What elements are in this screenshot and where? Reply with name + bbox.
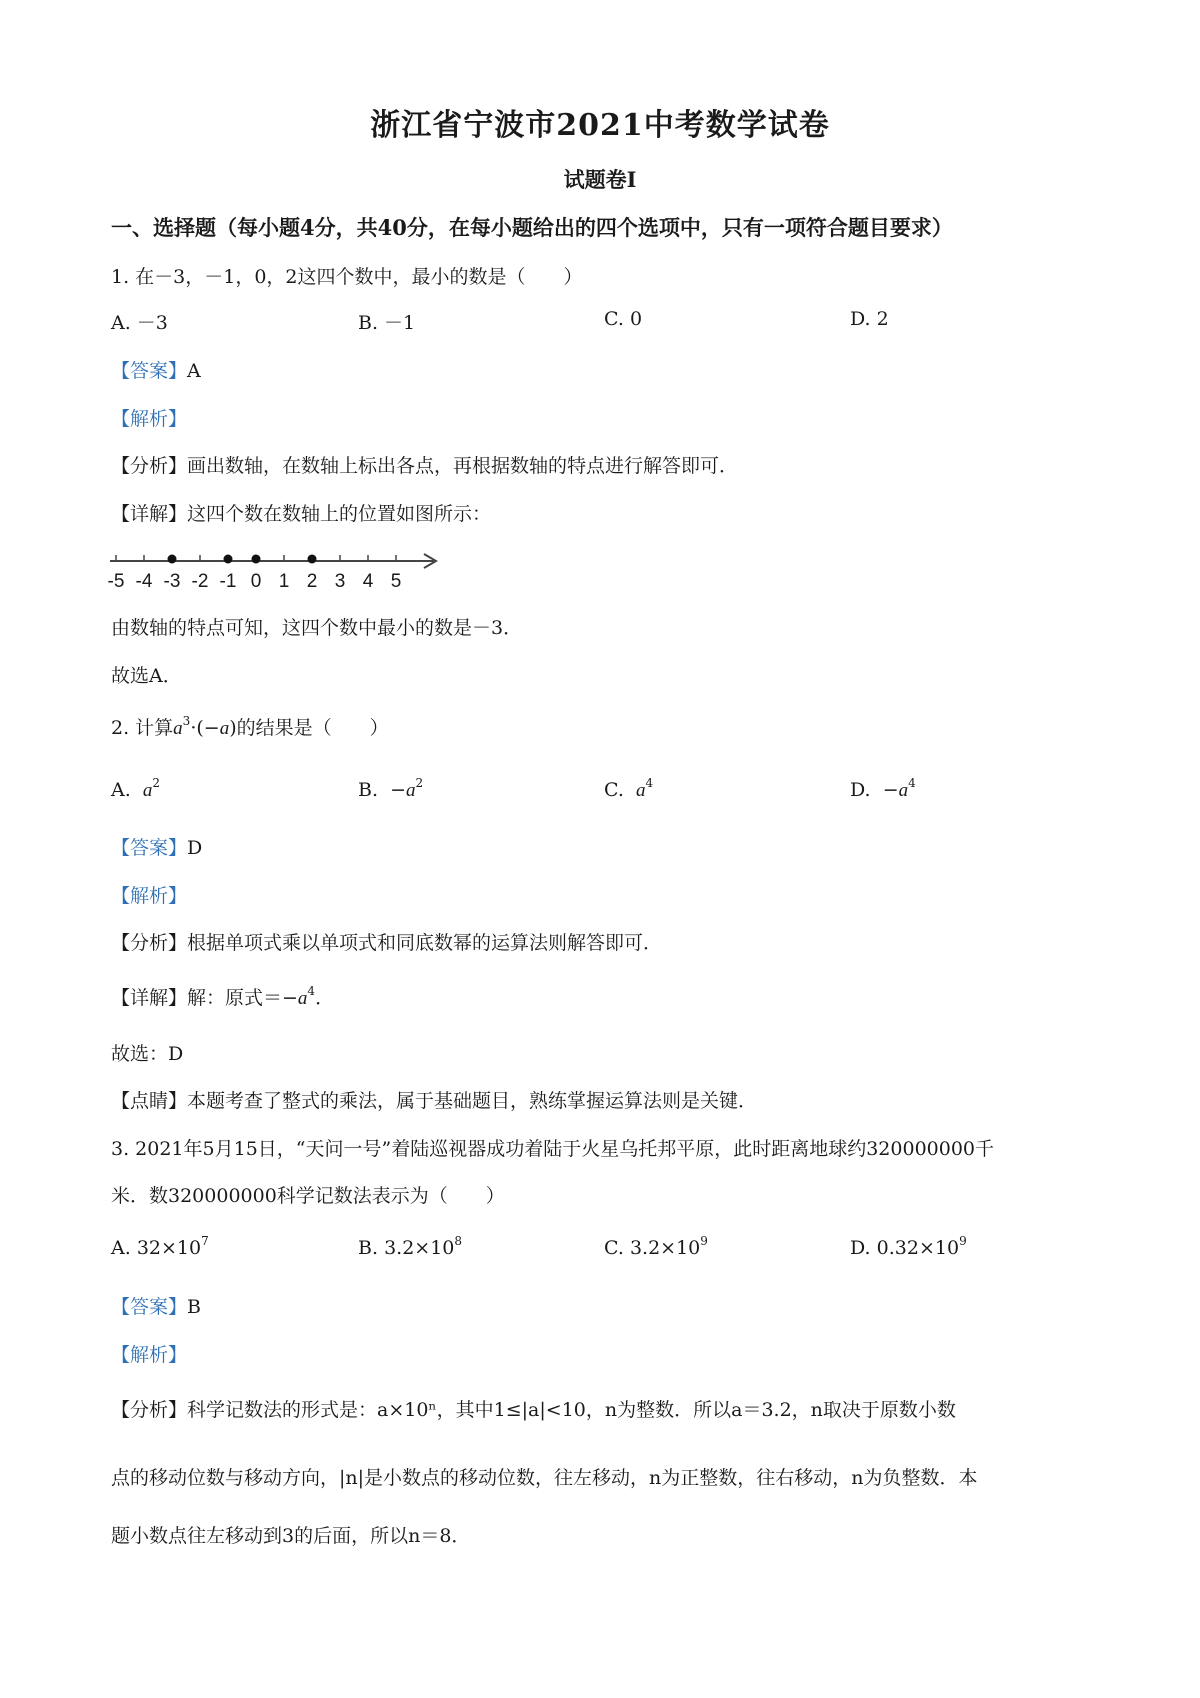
q3-option-d bbox=[850, 1234, 967, 1259]
option-exponent: 4 bbox=[908, 776, 916, 790]
q1-conclusion: 由数轴的特点可知，这四个数中最小的数是－3． bbox=[111, 617, 523, 639]
q3-fenxi-line-2: 点的移动位数与移动方向，|n|是小数点的移动位数，往左移动，n为正整数，往右移动，n为负整数．本 bbox=[111, 1467, 978, 1489]
option-exponent: 8 bbox=[454, 1234, 463, 1248]
option-exponent: 9 bbox=[700, 1234, 708, 1248]
q2-option-a bbox=[111, 776, 160, 802]
option-exponent: 2 bbox=[152, 776, 160, 790]
q1-option-a: A. －3 bbox=[111, 312, 168, 334]
option-sign: − bbox=[882, 779, 899, 801]
q2-dianjing: 【点睛】本题考查了整式的乘法，属于基础题目，熟练掌握运算法则是关键． bbox=[111, 1090, 758, 1112]
option-base: a bbox=[636, 780, 646, 801]
q1-answer bbox=[111, 356, 201, 383]
q3-fenxi-line-1: 【分析】科学记数法的形式是：a×10ⁿ，其中1≤|a|<10，n为整数．所以a＝3.2，n取决于原数小数 bbox=[111, 1399, 956, 1421]
q2-xiangjie-exponent: 4 bbox=[307, 984, 316, 998]
option-coefficient: 0.32×10 bbox=[876, 1237, 960, 1259]
q3-fenxi-line-3: 题小数点往左移动到3的后面，所以n＝8． bbox=[111, 1525, 471, 1547]
option-label: C. bbox=[604, 779, 624, 801]
q1-option-d: D. 2 bbox=[850, 308, 889, 330]
q2-stem-operator: ·(− bbox=[190, 717, 220, 739]
q3-option-b bbox=[358, 1234, 462, 1259]
q2-option-c bbox=[604, 776, 653, 802]
q3-analysis-tag: 【解析】 bbox=[111, 1344, 188, 1366]
option-exponent: 4 bbox=[645, 776, 654, 790]
option-exponent: 9 bbox=[959, 1234, 967, 1248]
option-exponent: 7 bbox=[201, 1234, 209, 1248]
q2-option-b bbox=[358, 776, 423, 802]
q1-fenxi: 【分析】画出数轴，在数轴上标出各点，再根据数轴的特点进行解答即可． bbox=[111, 455, 739, 477]
option-label: D. bbox=[850, 1237, 871, 1259]
number-line-label: -1 bbox=[219, 571, 237, 592]
page-subtitle: 试题卷Ⅰ bbox=[563, 167, 637, 192]
option-base: a bbox=[406, 780, 416, 801]
q2-stem bbox=[111, 713, 389, 740]
option-label: D. bbox=[850, 779, 871, 801]
answer-tag: 【答案】 bbox=[111, 360, 188, 382]
answer-value: B bbox=[187, 1296, 201, 1318]
number-line-label: -3 bbox=[163, 571, 181, 592]
option-label: C. bbox=[604, 1237, 624, 1259]
number-line-label: 5 bbox=[390, 571, 402, 592]
number-line-label: 1 bbox=[278, 571, 290, 592]
number-line-label: -5 bbox=[107, 571, 125, 592]
answer-value: D bbox=[187, 837, 203, 859]
q2-xiangjie bbox=[111, 983, 334, 1010]
number-line-point bbox=[308, 555, 317, 564]
q2-choose: 故选：D bbox=[111, 1043, 184, 1065]
q3-stem-line-1: 3. 2021年5月15日，“天问一号”着陆巡视器成功着陆于火星乌托邦平原，此时距离地球约320000000千 bbox=[111, 1138, 995, 1160]
q2-analysis-tag: 【解析】 bbox=[111, 885, 188, 907]
q3-option-c bbox=[604, 1234, 708, 1259]
q2-fenxi: 【分析】根据单项式乘以单项式和同底数幂的运算法则解答即可． bbox=[111, 932, 663, 954]
number-line-label: -2 bbox=[191, 571, 209, 592]
q3-stem-line-2: 米．数320000000科学记数法表示为（ ） bbox=[111, 1185, 505, 1207]
option-sign: − bbox=[390, 779, 407, 801]
number-line-label: 0 bbox=[250, 571, 262, 592]
q1-option-b: B. －1 bbox=[358, 312, 416, 334]
option-label: B. bbox=[358, 779, 379, 801]
q2-xiangjie-text: 【详解】解：原式＝− bbox=[111, 987, 298, 1009]
number-line-figure bbox=[106, 545, 446, 601]
q1-choose: 故选A． bbox=[111, 665, 182, 687]
q1-option-c: C. 0 bbox=[604, 308, 643, 330]
section-heading: 一、选择题（每小题4分，共40分，在每小题给出的四个选项中，只有一项符合题目要求） bbox=[111, 215, 953, 240]
number-line-point bbox=[224, 555, 233, 564]
number-line-label: 3 bbox=[334, 571, 346, 592]
option-base: a bbox=[142, 780, 153, 801]
option-label: A. bbox=[111, 779, 131, 801]
q2-answer bbox=[111, 833, 202, 860]
number-line-label: -4 bbox=[135, 571, 153, 592]
q2-stem-tail: )的结果是（ ） bbox=[229, 717, 389, 739]
answer-tag: 【答案】 bbox=[111, 1296, 188, 1318]
q2-stem-base-2: a bbox=[219, 718, 230, 739]
number-line-point bbox=[252, 555, 261, 564]
option-coefficient: 3.2×10 bbox=[629, 1237, 701, 1259]
number-line-label: 2 bbox=[306, 571, 318, 592]
q2-stem-text: 2. 计算 bbox=[111, 717, 174, 739]
option-exponent: 2 bbox=[415, 776, 424, 790]
option-coefficient: 32×10 bbox=[136, 1237, 202, 1259]
q1-analysis-tag: 【解析】 bbox=[111, 408, 188, 430]
q1-stem: 1. 在－3，－1，0，2这四个数中，最小的数是（ ） bbox=[111, 266, 583, 288]
option-coefficient: 3.2×10 bbox=[384, 1237, 455, 1259]
option-label: B. bbox=[358, 1237, 379, 1259]
q2-xiangjie-base: a bbox=[297, 988, 308, 1009]
q2-option-d bbox=[850, 776, 916, 802]
number-line-point bbox=[168, 555, 177, 564]
q2-stem-exponent: 3 bbox=[182, 714, 191, 728]
option-base: a bbox=[898, 780, 909, 801]
q1-xiangjie: 【详解】这四个数在数轴上的位置如图所示： bbox=[111, 503, 492, 525]
option-label: A. bbox=[111, 1237, 131, 1259]
q2-stem-base: a bbox=[173, 718, 183, 739]
q3-option-a bbox=[111, 1234, 209, 1259]
answer-value: A bbox=[187, 360, 201, 382]
answer-tag: 【答案】 bbox=[111, 837, 188, 859]
q2-xiangjie-tail: ． bbox=[315, 987, 335, 1009]
q3-answer bbox=[111, 1292, 201, 1319]
page-title: 浙江省宁波市2021中考数学试卷 bbox=[370, 108, 830, 143]
number-line-label: 4 bbox=[362, 571, 374, 592]
